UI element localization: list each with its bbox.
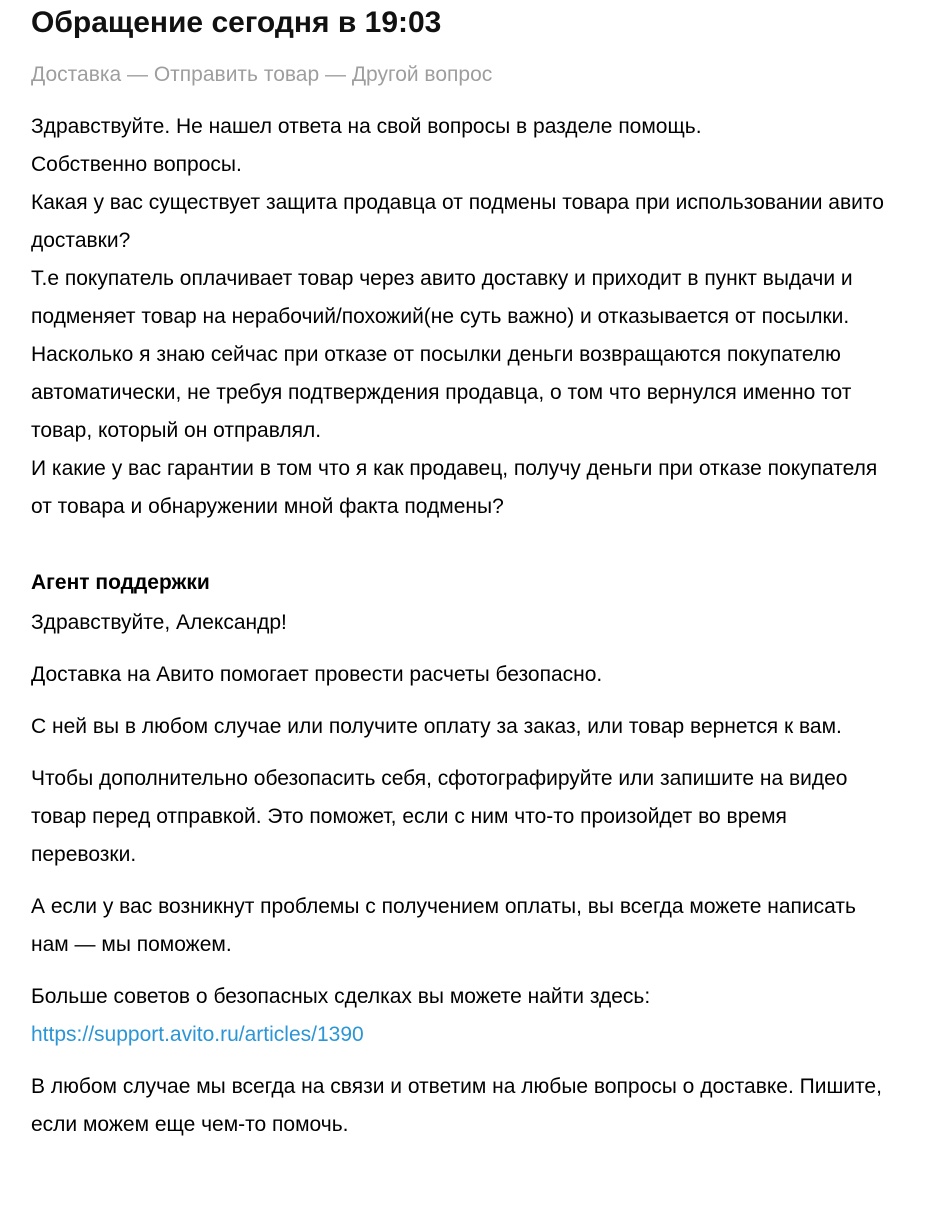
user-message-line: Собственно вопросы. [31,153,242,176]
advice-intro-text: Больше советов о безопасных сделках вы можете найти здесь: [31,985,651,1008]
agent-reply [31,564,894,1144]
agent-paragraph: А если у вас возникнут проблемы с получением оплаты, вы всегда можете написать нам — мы поможем. [31,895,856,956]
user-message [31,108,894,526]
page-title: Обращение сегодня в 19:03 [31,6,442,39]
user-message-line: Здравствуйте. Не нашел ответа на свой вопросы в разделе помощь. [31,115,702,138]
support-article-link[interactable]: https://support.avito.ru/articles/1390 [31,1023,364,1046]
user-message-line: Какая у вас существует защита продавца от подмены товара при использовании авито доставки? [31,191,884,252]
agent-name-heading: Агент поддержки [31,571,210,594]
user-message-line: И какие у вас гарантии в том что я как продавец, получу деньги при отказе покупателя от товара и обнаружении мной факта подмены? [31,457,878,518]
user-message-line: Т.е покупатель оплачивает товар через авито доставку и приходит в пункт выдачи и подменяет товар на нерабочий/похожий(не суть важно) и отказывается от посылки. Насколько я знаю сейчас при отказе от посылки деньги возвращаются покупателю автоматически, не требуя подтверждения продавца, о том что вернулся именно тот товар, который он отправлял. [31,267,853,442]
agent-paragraph: Чтобы дополнительно обезопасить себя, сфотографируйте или запишите на видео товар перед отправкой. Это поможет, если с ним что-то произойдет во время перевозки. [31,767,848,866]
agent-paragraph: Здравствуйте, Александр! [31,611,287,634]
agent-paragraph: С ней вы в любом случае или получите оплату за заказ, или товар вернется к вам. [31,715,842,738]
agent-paragraph: Доставка на Авито помогает провести расчеты безопасно. [31,663,603,686]
agent-paragraph: В любом случае мы всегда на связи и ответим на любые вопросы о доставке. Пишите, если можем еще чем-то помочь. [31,1075,882,1136]
agent-paragraph-with-link [31,978,894,1054]
breadcrumb: Доставка — Отправить товар — Другой вопрос [31,63,493,86]
